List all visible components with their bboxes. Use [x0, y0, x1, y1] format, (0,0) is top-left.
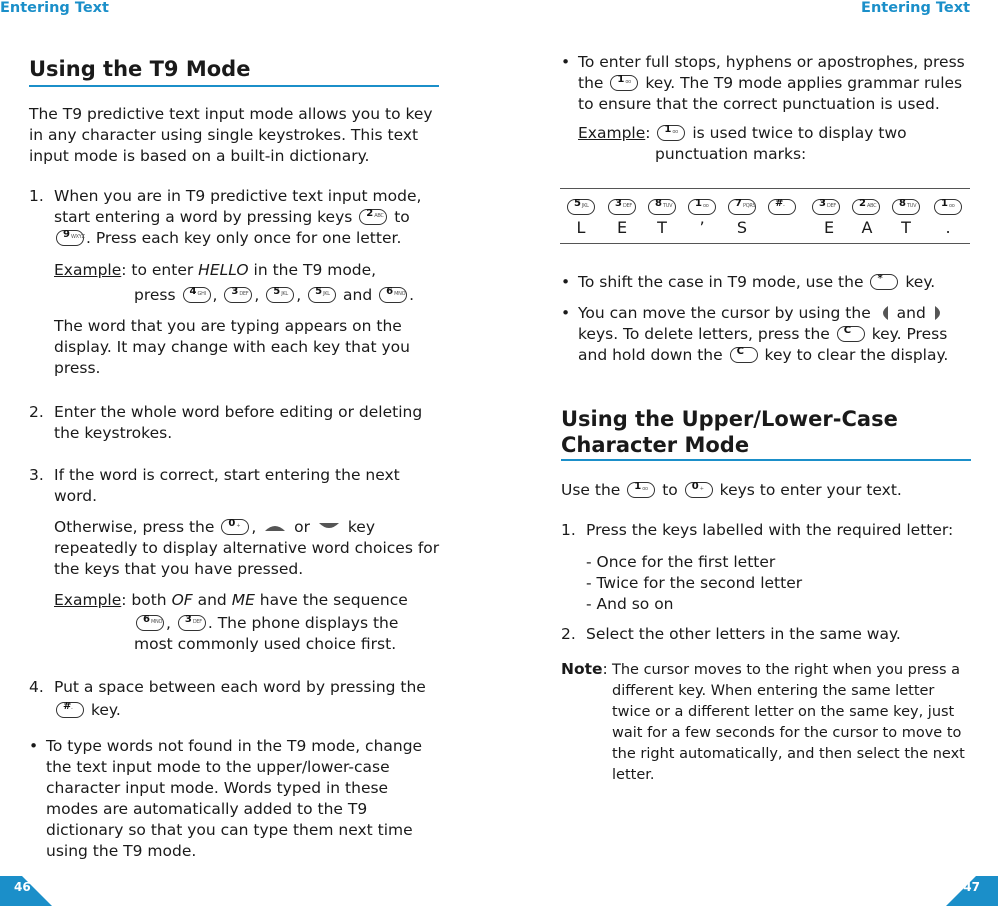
sequence-key [686, 197, 718, 218]
key-5-icon: 5 JKL [266, 287, 294, 303]
nav-down-icon [317, 521, 341, 533]
intro-paragraph: The T9 predictive text input mode allows you to key in any character using single keystrokes. This text input mode is based on a built-in dictionary. [29, 105, 433, 165]
example-word: OF [171, 591, 193, 609]
sequence-letter: L [576, 218, 586, 237]
key-0-icon: 0 + [221, 519, 249, 535]
key-3-icon: 3 DEF [812, 199, 840, 215]
sequence-letter: E [823, 218, 835, 237]
page-number-right: 47 [963, 880, 980, 894]
step-text: to [394, 208, 410, 226]
example-text: press [134, 286, 176, 304]
example-text: and [343, 286, 373, 304]
example-text: punctuation marks: [655, 145, 807, 163]
step-3: 3. If the word is correct, start entering the next word. Otherwise, press the 0 + , or key repeatedly to display alternative word choices for the keys that you have pressed. Example: both OF and ME have the sequence 6 MNO , 3 DEF . The phone displays the most commonly used choice first. [29, 465, 449, 655]
dash-item: - Once for the first letter [586, 553, 776, 571]
bullet-item [561, 303, 981, 366]
bullet-item [561, 272, 981, 293]
note [561, 659, 973, 783]
sequence-key [646, 197, 678, 218]
nav-right-icon [933, 305, 945, 321]
nav-up-icon [263, 521, 287, 533]
section-title-t9: Using the T9 Mode [29, 57, 251, 81]
step-number: 2. [29, 403, 44, 421]
key-sequence-box [560, 188, 970, 244]
sequence-letter: A [861, 218, 873, 237]
example-label: Example [54, 261, 122, 279]
bullet-icon: • [561, 53, 571, 71]
section-title-upper-lower [561, 406, 898, 458]
step-1-note: The word that you are typing appears on the display. It may change with each key that you press. [54, 317, 410, 377]
example-line [578, 123, 978, 144]
example-text: most commonly used choice first. [134, 635, 397, 653]
example-label: Example [578, 124, 646, 142]
step-number: 1. [561, 521, 576, 539]
step-text: . Press each key only once for one letter. [86, 229, 402, 247]
key-star-icon: * [870, 274, 898, 290]
key-c-icon: C [837, 326, 865, 342]
body-text: keys to enter your text. [719, 481, 902, 499]
note-text: The cursor moves to the right when you press a different key. When entering the same letter twice or a different letter on the same key, just wait for a few seconds for the cursor to move to the right automatically, and then select the next letter. [612, 662, 965, 783]
example-word: HELLO [198, 261, 249, 279]
bullet-text: To shift the case in T9 mode, use the [578, 273, 864, 291]
example-text: : [645, 124, 651, 142]
example-text: : to enter [121, 261, 199, 279]
step-text: When you are in T9 predictive text input mode, [54, 187, 422, 205]
bullet-icon: • [29, 737, 39, 755]
bullet-text: key. [905, 273, 936, 291]
bullet-item [561, 52, 971, 115]
example-text: in the T9 mode, [248, 261, 377, 279]
step-number: 4. [29, 678, 44, 696]
bullet-item [29, 736, 439, 862]
dash-item: - And so on [586, 595, 674, 613]
bullet-text: To type words not found in the T9 mode, change the text input mode to the upper/lower-case character input mode. Words typed in these modes are automatically added to the T9 dictionary so that you can type them next time using the T9 mode. [46, 737, 423, 860]
step-text: Put a space between each word by pressing the [54, 678, 426, 696]
note-label: Note [561, 660, 603, 678]
key-5-icon: 5 JKL [308, 287, 336, 303]
sequence-key [766, 197, 798, 218]
bullet-icon: • [561, 304, 571, 322]
step-text: If the word is correct, start entering the next word. [54, 466, 400, 505]
bullet-text: key to clear the display. [764, 346, 949, 364]
step-text: or [294, 518, 310, 536]
sequence-letter: . [945, 218, 951, 237]
key-1-icon: 1 oo [610, 75, 638, 91]
key-hash-icon: # - [56, 702, 84, 718]
step-number: 3. [29, 466, 44, 484]
bullet-text: key. Press and hold down the [578, 325, 948, 364]
sequence-key [810, 197, 842, 218]
key-8-icon: 8 TUV [892, 199, 920, 215]
step-2 [561, 624, 981, 645]
key-2-icon: 2 ABC [852, 199, 880, 215]
bullet-text: You can move the cursor by using the [578, 304, 871, 322]
bullet-text: To enter full stops, hyphens or apostrophes, press the [578, 53, 965, 92]
step-1 [561, 520, 981, 615]
sequence-letter: T [901, 218, 911, 237]
sequence-key [606, 197, 638, 218]
step-number: 1. [29, 187, 44, 205]
nav-left-icon [878, 305, 890, 321]
step-number: 2. [561, 625, 576, 643]
step-4 [29, 677, 449, 721]
step-text: key. [90, 701, 121, 719]
key-hash-icon: # - [768, 199, 796, 215]
use-keys-line [561, 480, 981, 501]
step-text: key [347, 518, 375, 536]
key-4-icon: 4 GHI [183, 287, 211, 303]
sequence-letter: ’ [699, 218, 705, 237]
step-text: start entering a word by pressing keys [54, 208, 353, 226]
bullet-icon: • [561, 273, 571, 291]
sequence-key [565, 197, 597, 218]
step-text: repeatedly to display alternative word choices for the keys that you have pressed. [54, 539, 440, 578]
key-3-icon: 3 DEF [608, 199, 636, 215]
key-1-icon: 1 oo [657, 125, 685, 141]
right-page [499, 0, 998, 906]
step-text: Select the other letters in the same way. [586, 625, 901, 643]
body-text: Use the [561, 481, 621, 499]
body-text: to [662, 481, 678, 499]
example-key-sequence: press 4 GHI , 3 DEF , 5 JKL , 5 JKL and 6 MNO . [134, 286, 415, 304]
key-6-icon: 6 MNO [136, 615, 164, 631]
section-title-line: Character Mode [561, 433, 750, 457]
sequence-key [890, 197, 922, 218]
example-text: : both [121, 591, 172, 609]
key-5-icon: 5 JKL [567, 199, 595, 215]
page-number-left: 46 [14, 880, 31, 894]
key-9-icon: 9 WXYZ [56, 230, 84, 246]
step-text: Otherwise, press the [54, 518, 215, 536]
key-8-icon: 8 TUV [648, 199, 676, 215]
running-head-right: Entering Text [861, 0, 970, 16]
dash-item: - Twice for the second letter [586, 574, 803, 592]
key-0-icon: 0 + [685, 482, 713, 498]
step-text: Press the keys labelled with the required letter: [586, 521, 954, 539]
section-rule [29, 85, 439, 87]
key-c-icon: C [730, 347, 758, 363]
key-1-icon: 1 oo [627, 482, 655, 498]
example-text: have the sequence [254, 591, 408, 609]
key-1-icon: 1 oo [688, 199, 716, 215]
step-2 [29, 402, 449, 444]
section-rule [561, 459, 971, 461]
example-text: and [192, 591, 232, 609]
example-text: is used twice to display two [692, 124, 907, 142]
sequence-letter: S [736, 218, 748, 237]
note-colon: : [602, 660, 608, 678]
key-1-icon: 1 oo [934, 199, 962, 215]
bullet-text: keys. To delete letters, press the [578, 325, 830, 343]
key-3-icon: 3 DEF [178, 615, 206, 631]
sequence-key [932, 197, 964, 218]
key-6-icon: 6 MNO [379, 287, 407, 303]
key-2-icon: 2 ABC [359, 209, 387, 225]
example-word: ME [231, 591, 255, 609]
key-7-icon: 7 PQRS [728, 199, 756, 215]
step-1 [29, 186, 449, 379]
step-text: Enter the whole word before editing or deleting the keystrokes. [54, 403, 423, 442]
sequence-key [850, 197, 882, 218]
sequence-letter: E [616, 218, 628, 237]
section-title-line: Using the Upper/Lower-Case [561, 407, 898, 431]
key-3-icon: 3 DEF [224, 287, 252, 303]
sequence-key [726, 197, 758, 218]
bullet-text: and [896, 304, 926, 322]
running-head-left: Entering Text [0, 0, 109, 16]
sequence-letter: T [657, 218, 667, 237]
bullet-text: key. The T9 mode applies grammar rules to ensure that the correct punctuation is used. [578, 74, 963, 113]
example-text: . The phone displays the [207, 614, 399, 632]
example-label: Example [54, 591, 122, 609]
